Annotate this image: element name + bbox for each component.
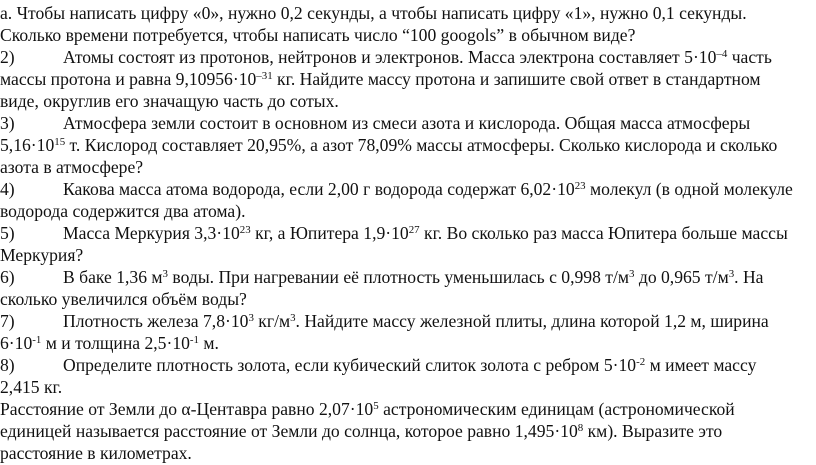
problem-2-line-2 (0, 68, 761, 90)
text-run: до 0,965 т/м (634, 267, 729, 287)
problem-number: 6) (0, 267, 15, 287)
exponent: 27 (408, 224, 420, 236)
problem-5-text (63, 222, 788, 244)
text-run: 5,16·10 (0, 135, 55, 155)
text-run: В баке 1,36 м (63, 267, 163, 287)
text-run: массы протона и равна 9,10956·10 (0, 69, 257, 89)
text-run: астрономическим единицам (астрономической (378, 399, 735, 419)
exponent: 15 (54, 136, 66, 148)
text-run: Масса Меркурия 3,3·10 (63, 223, 240, 243)
problem-3-text: Атмосфера земли состоит в основном из смеси азота и кислорода. Общая масса атмосферы (63, 113, 751, 133)
problem-number: 5) (0, 223, 15, 243)
text-run: единицей называется расстояние от Земли до солнца, которое равно 1,495·10 (0, 421, 578, 441)
text-run: часть (727, 47, 772, 67)
exponent: 23 (239, 224, 251, 236)
text-run: кг. Во сколько раз масса Юпитера больше массы (419, 223, 788, 243)
text-run: Плотность железа 7,8·10 (63, 311, 249, 331)
exponent: -1 (32, 334, 42, 346)
problem-6-text (63, 266, 763, 288)
text-run: воды. При нагревании её плотность уменьшилась с 0,998 т/м (168, 267, 630, 287)
text-run: кг. Найдите массу протона и запишите свой ответ в стандартном (272, 69, 761, 89)
problem-3-line-2 (0, 134, 777, 156)
text-run: сколько увеличился объём воды? (0, 289, 247, 309)
problem-2-text (63, 46, 772, 68)
problem-last-line-2 (0, 420, 722, 442)
text-run: Атомы состоят из протонов, нейтронов и электронов. Масса электрона составляет 5·10 (63, 47, 717, 67)
problem-number: 2) (0, 47, 15, 67)
problem-a-text: а. Чтобы написать цифру «0», нужно 0,2 секунды, а чтобы написать цифру «1», нужно 0,1 секунды. (0, 3, 747, 23)
text-run: виде, округлив его значащую часть до сотых. (0, 91, 339, 111)
exponent: 3 (248, 312, 254, 324)
text-run: Какова масса атома водорода, если 2,00 г водорода содержат 6,02·10 (63, 179, 575, 199)
problem-5-line-2 (0, 244, 83, 266)
exponent: –4 (716, 48, 728, 60)
exponent: –31 (256, 70, 273, 82)
problem-7-line-2 (0, 332, 219, 354)
text-run: км). Выразите это (583, 421, 723, 441)
problem-3-line-3 (0, 156, 143, 178)
text-run: Меркурия? (0, 245, 84, 265)
text-run: Определите плотность золота, если кубический слиток золота с ребром 5·10 (63, 355, 637, 375)
text-run: м и толщина 2,5·10 (41, 333, 190, 353)
problem-number: 8) (0, 355, 15, 375)
problem-4-text (63, 178, 793, 200)
text-run: м. (199, 333, 219, 353)
text-run: кг/м (253, 311, 291, 331)
exponent: 8 (577, 422, 584, 434)
text-run: водорода содержится два атома). (0, 201, 246, 221)
text-run: молекул (в одной молекуле (585, 179, 793, 199)
text-run: кг, а Юпитера 1,9·10 (250, 223, 409, 243)
text-run: . Найдите массу железной плиты, длина которой 1,2 м, ширина (295, 311, 769, 331)
problem-2-line-3 (0, 90, 339, 112)
exponent: 23 (574, 180, 586, 192)
problem-7-text (63, 310, 769, 332)
problem-4-line-2 (0, 200, 246, 222)
problem-number: 7) (0, 311, 15, 331)
text-run: Расстояние от Земли до α-Центавра равно 2,07·10 (0, 399, 374, 419)
exponent: -2 (636, 356, 646, 368)
problem-6-line-2 (0, 288, 247, 310)
problem-number: 3) (0, 113, 15, 133)
text-run: т. Кислород составляет 20,95%, а азот 78,09% массы атмосферы. Сколько кислорода и сколько (65, 135, 778, 155)
text-run: 6·10 (0, 333, 33, 353)
problem-last-line-1 (0, 398, 735, 420)
problem-a-line-2 (0, 24, 635, 46)
exponent: 3 (290, 312, 296, 324)
text-run: . На (734, 267, 764, 287)
problem-a-text: Сколько времени потребуется, чтобы написать число “100 googols” в обычном виде? (0, 25, 636, 45)
text-run: азота в атмосфере? (0, 157, 144, 177)
exponent: 3 (162, 268, 168, 280)
exponent: 3 (629, 268, 635, 280)
problem-8-text (63, 354, 756, 376)
exponent: -1 (189, 334, 200, 346)
problem-8-line-2 (0, 376, 62, 398)
exponent: 3 (728, 268, 735, 280)
problem-last-line-3 (0, 442, 192, 464)
text-run: расстояние в километрах. (0, 443, 192, 463)
problem-number: 4) (0, 179, 15, 199)
exponent: 5 (373, 400, 379, 412)
text-run: 2,415 кг. (0, 377, 63, 397)
problem-a-line-1 (0, 2, 747, 24)
text-run: м имеет массу (645, 355, 757, 375)
